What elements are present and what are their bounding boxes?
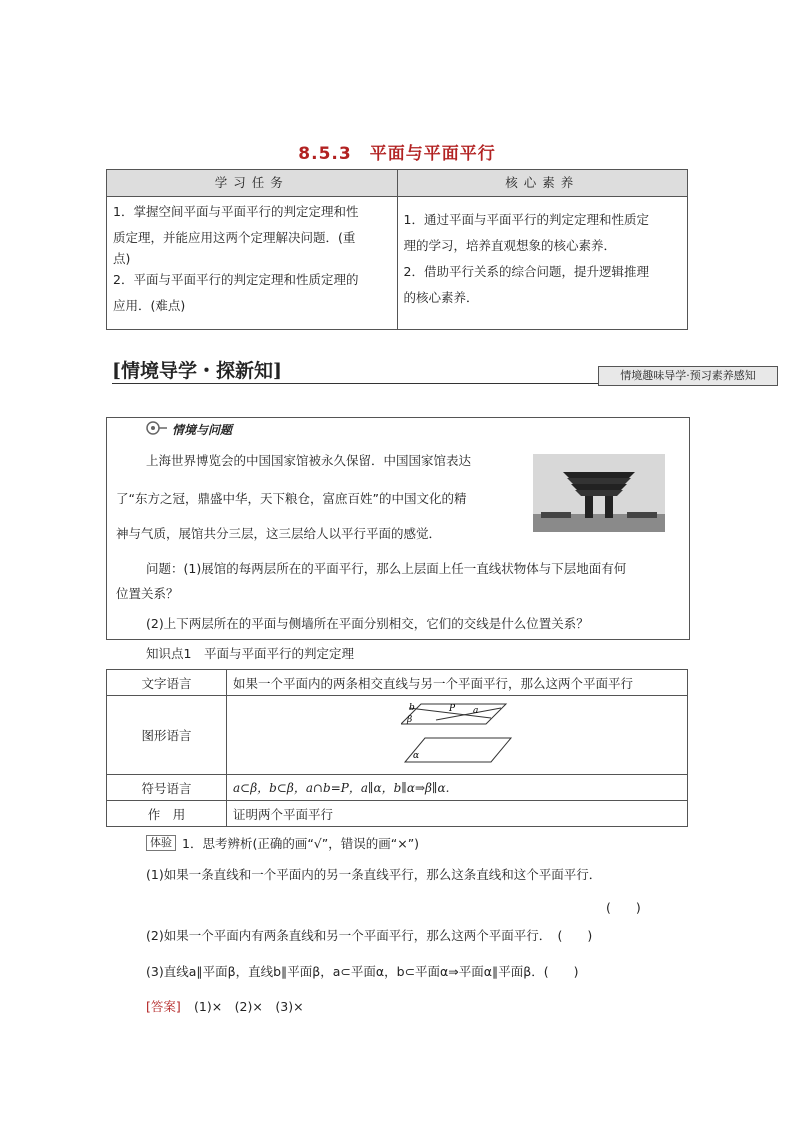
label-alpha: α: [413, 751, 420, 761]
kp-row-value: 证明两个平面平行: [227, 801, 688, 827]
kp-row-label: 图形语言: [107, 696, 227, 775]
knowledge-heading: 知识点1 平面与平面平行的判定定理: [146, 646, 354, 661]
scenario-line: 问题：(1)展馆的每两层所在的平面平行，那么上层面上任一直线状物体与下层地面有何: [146, 561, 627, 576]
goals-header-tasks: 学习任务: [107, 170, 398, 197]
china-pavilion-photo: [533, 454, 665, 532]
label-a: a: [473, 706, 479, 716]
kp-row-label: 文字语言: [107, 670, 227, 696]
goals-task-line: 应用．(难点): [113, 298, 186, 313]
goals-task-line: 点): [113, 251, 131, 266]
exercise-item: (1)如果一条直线和一个平面内的另一条直线平行，那么这条直线和这个平面平行．: [146, 867, 602, 882]
label-p: P: [449, 704, 456, 714]
goals-literacy-line: 2．借助平行关系的综合问题，提升逻辑推理: [403, 264, 649, 279]
kp-row-value: 如果一个平面内的两条相交直线与另一个平面平行，那么这两个平面平行: [227, 670, 688, 696]
scenario-line: 神与气质，展馆共分三层，这三层给人以平行平面的感觉．: [116, 526, 442, 541]
parallel-planes-figure: [401, 700, 521, 770]
goals-task-line: 1．掌握空间平面与平面平行的判定定理和性: [113, 204, 359, 219]
goals-literacy-line: 的核心素养．: [403, 290, 479, 305]
kp-figure-cell: [227, 696, 688, 775]
goals-literacy-line: 理的学习，培养直观想象的核心素养．: [403, 238, 617, 253]
goals-task-line: 2．平面与平面平行的判定定理和性质定理的: [113, 272, 359, 287]
goals-literacy-cell: [397, 197, 688, 330]
answer-value: (1)× (2)× (3)×: [194, 999, 304, 1014]
knowledge-table: [106, 669, 688, 827]
goals-task-line: 质定理，并能应用这两个定理解决问题．(重: [113, 230, 356, 245]
gear-icon: [144, 420, 168, 436]
kp-row-value: a⊂β，b⊂β，a∩b=P，a∥α，b∥α⇒β∥α.: [227, 775, 688, 801]
exercise-badge: 体验: [146, 835, 176, 851]
label-beta: β: [407, 715, 413, 725]
scenario-line: 了“东方之冠，鼎盛中华，天下粮仓，富庶百姓”的中国文化的精: [116, 491, 467, 506]
exercise-intro: 1．思考辨析(正确的画“√”，错误的画“×”): [182, 836, 420, 851]
kp-row-label: 作 用: [107, 801, 227, 827]
exercise-item: ( ): [606, 900, 641, 915]
learning-goals-table: [106, 169, 688, 330]
goals-literacy-line: 1．通过平面与平面平行的判定定理和性质定: [403, 212, 649, 227]
scenario-line: 上海世界博览会的中国国家馆被永久保留．中国国家馆表达: [146, 453, 472, 468]
goals-header-literacy: 核心素养: [397, 170, 688, 197]
scenario-label: 情境与问题: [172, 423, 233, 437]
scenario-line: (2)上下两层所在的平面与侧墙所在平面分别相交，它们的交线是什么位置关系？: [146, 616, 589, 631]
goals-tasks-cell: [107, 197, 398, 330]
answer-label: [答案]: [146, 999, 181, 1014]
section-heading: [情境导学・探新知]: [112, 360, 282, 382]
label-b: b: [409, 703, 415, 713]
exercise-item: (3)直线a∥平面β，直线b∥平面β，a⊂平面α，b⊂平面α⇒平面α∥平面β．( ): [146, 964, 579, 979]
kp-row-label: 符号语言: [107, 775, 227, 801]
page-title: 8.5.3 平面与平面平行: [298, 144, 496, 164]
scenario-line: 位置关系？: [116, 586, 179, 601]
section-tag: 情境趣味导学·预习素养感知: [598, 366, 778, 386]
exercise-item: (2)如果一个平面内有两条直线和另一个平面平行，那么这两个平面平行． ( ): [146, 928, 593, 943]
